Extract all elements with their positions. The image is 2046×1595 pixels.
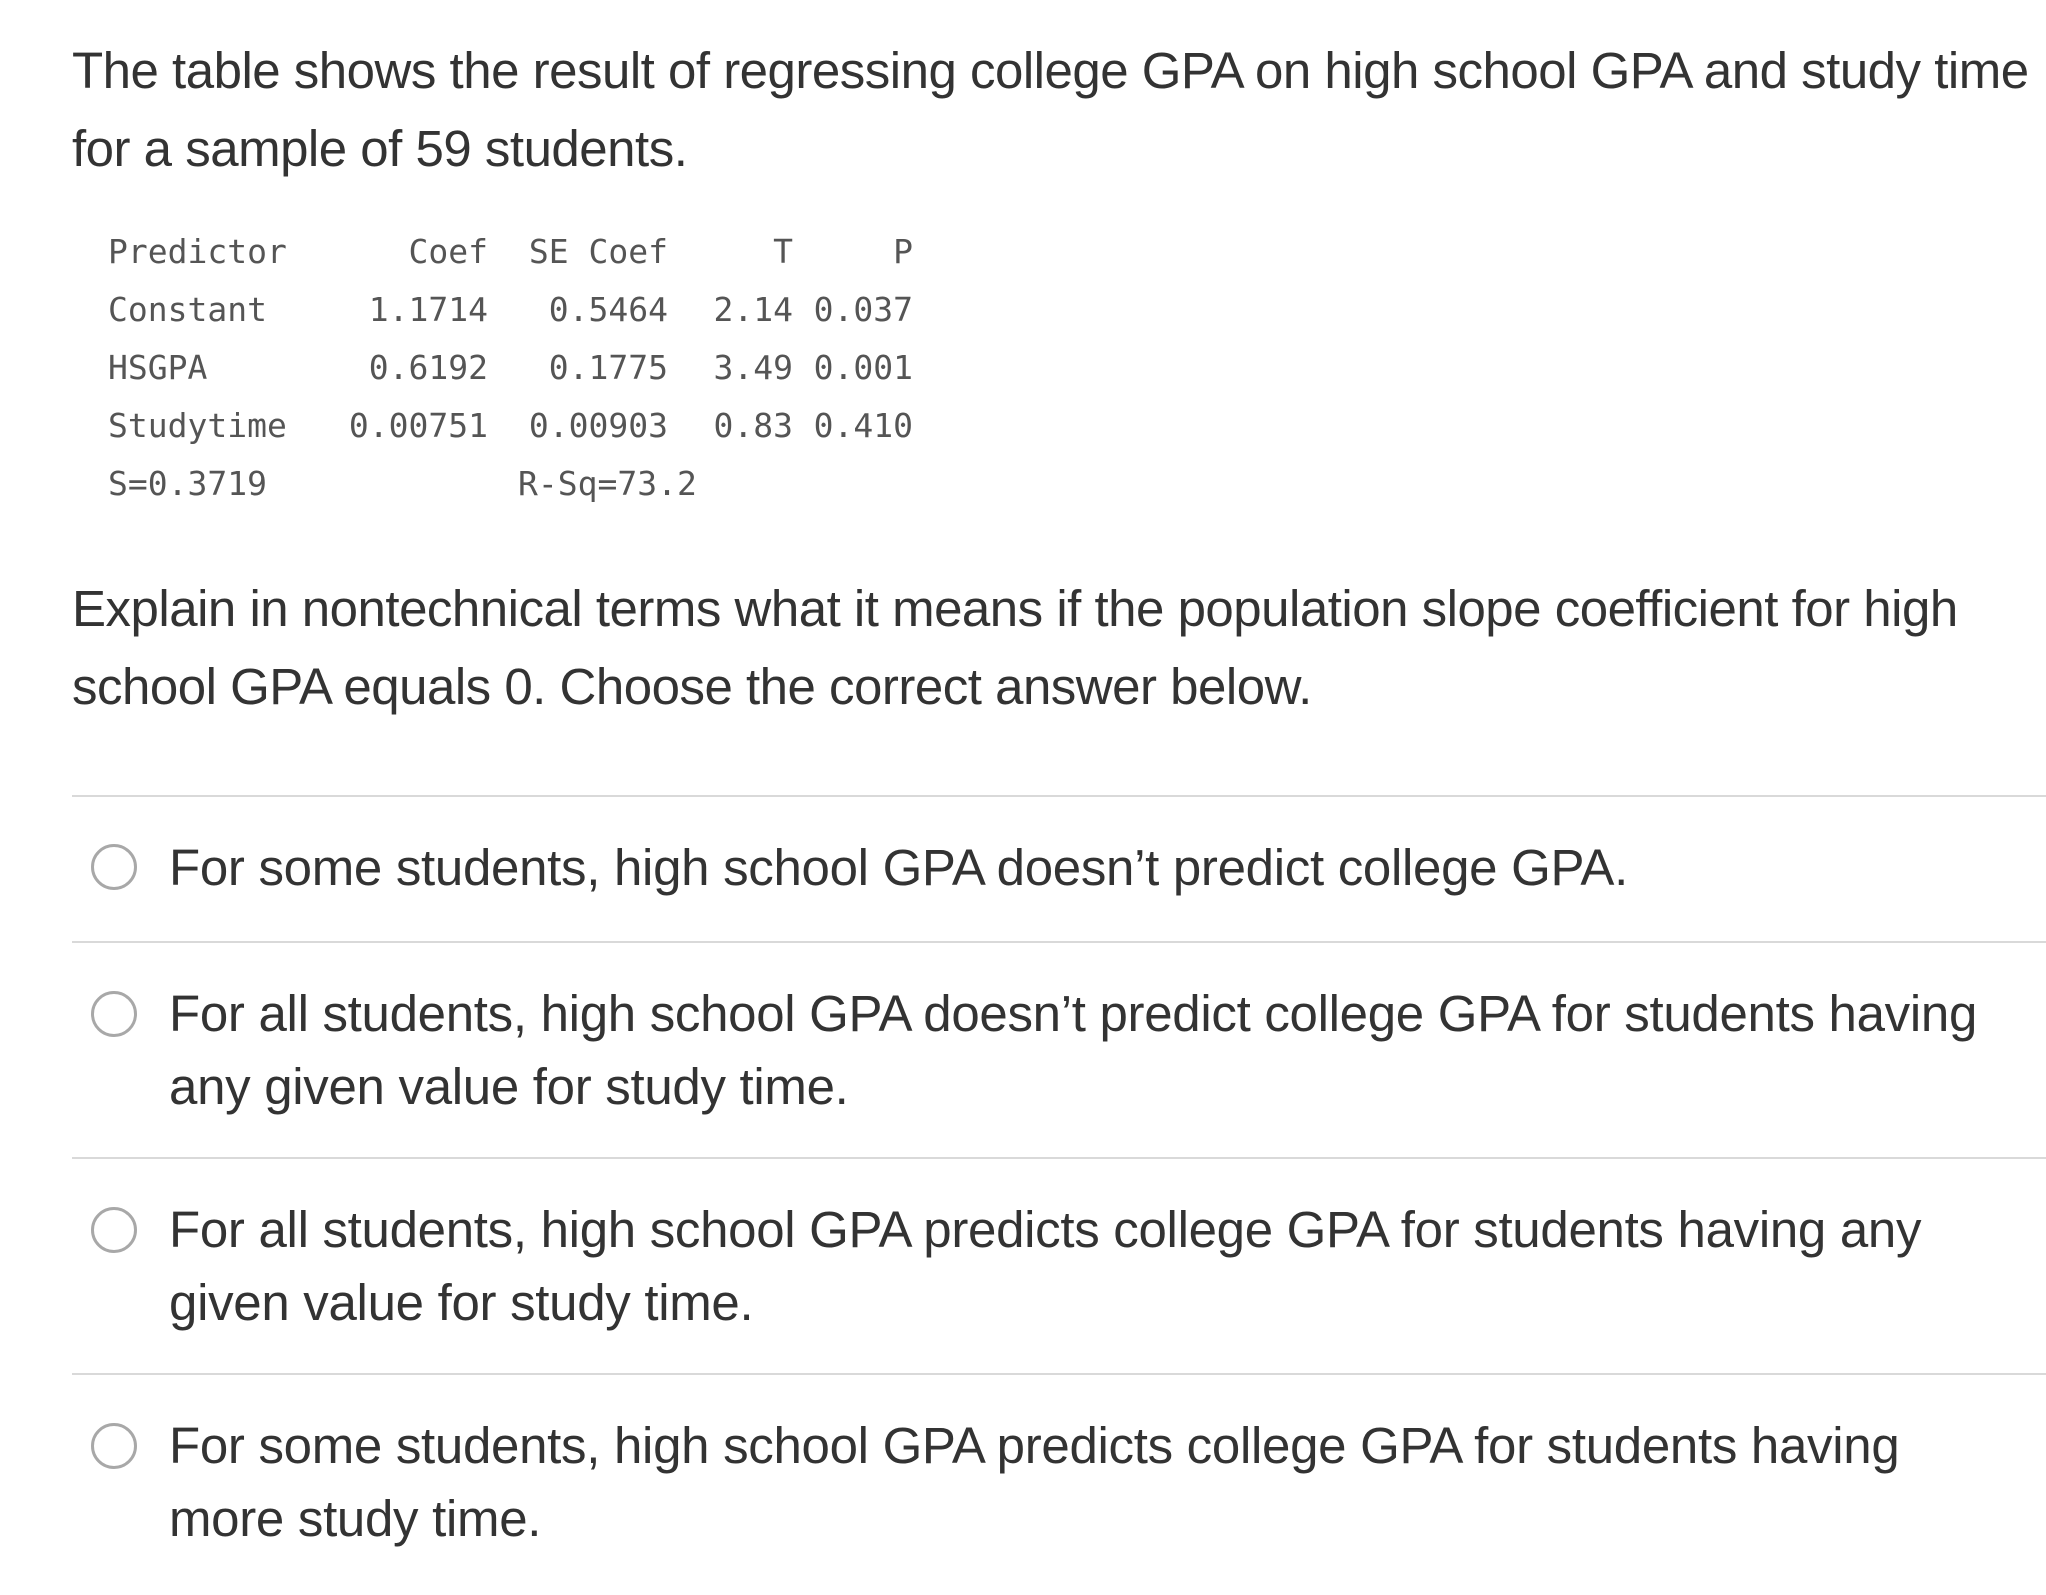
answer-option-1[interactable] [72,795,2046,941]
summary-r-squared: R-Sq=73.2 [518,463,697,503]
answer-option-label: For some students, high school GPA predicts college GPA for students having more study time. [169,1417,1900,1547]
radio-button[interactable] [91,1207,137,1253]
answer-option-4[interactable] [72,1373,2046,1589]
header-t: T [773,231,793,271]
answer-option-3[interactable] [72,1157,2046,1373]
cell-predictor: Constant [108,289,267,329]
answer-option-label: For some students, high school GPA doesn’t predict college GPA. [169,839,1628,896]
cell-t: 0.83 [713,405,793,445]
question-prompt: Explain in nontechnical terms what it means if the population slope coefficient for high school GPA equals 0. Choose the correct answer below. [72,580,1958,715]
cell-predictor: HSGPA [108,347,208,387]
header-p: P [893,231,913,271]
radio-button[interactable] [91,1423,137,1469]
table-row [108,338,913,396]
table-summary-row [108,454,913,512]
cell-coef: 0.00751 [348,405,488,445]
header-coef: Coef [408,231,488,271]
table-header-row [108,222,913,280]
radio-button[interactable] [91,991,137,1037]
cell-p: 0.001 [813,347,913,387]
cell-se-coef: 0.5464 [548,289,668,329]
header-predictor: Predictor [108,231,287,271]
cell-coef: 0.6192 [368,347,488,387]
cell-t: 2.14 [713,289,793,329]
answer-options-list [72,795,2046,1589]
cell-coef: 1.1714 [368,289,488,329]
answer-option-label: For all students, high school GPA predicts college GPA for students having any given value for study time. [169,1201,1922,1331]
cell-se-coef: 0.1775 [548,347,668,387]
cell-t: 3.49 [713,347,793,387]
answer-option-2[interactable] [72,941,2046,1157]
header-se-coef: SE Coef [528,231,668,271]
answer-option-label: For all students, high school GPA doesn’t predict college GPA for students having any given value for study time. [169,985,1978,1115]
summary-s-value: S=0.3719 [108,463,267,503]
table-row [108,396,913,454]
table-row [108,280,913,338]
cell-predictor: Studytime [108,405,287,445]
cell-se-coef: 0.00903 [528,405,668,445]
radio-button[interactable] [91,844,137,890]
cell-p: 0.037 [813,289,913,329]
problem-intro-text: The table shows the result of regressing college GPA on high school GPA and study time for a sample of 59 students. [72,42,2029,177]
cell-p: 0.410 [813,405,913,445]
regression-output-table [108,222,913,512]
